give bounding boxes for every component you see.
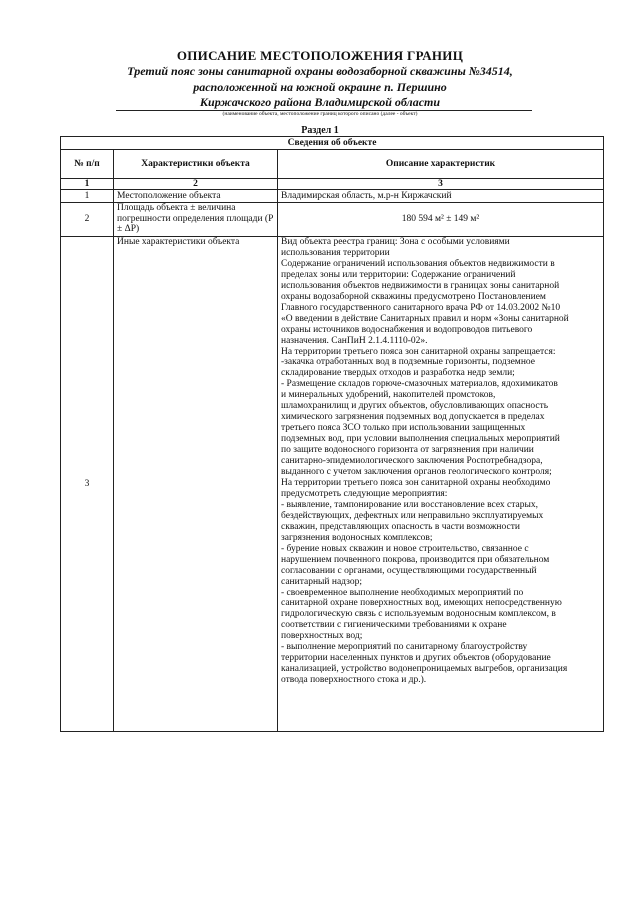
description-line: шламохранилищ и других объектов, обусловливающих опасность [281,401,549,412]
description-line: - своевременное выполнение необходимых мероприятий по [281,587,524,598]
object-caption: (наименование объекта, местоположение границ которого описано (далее - объект) [222,111,418,117]
description-line: Содержание ограничений использования объектов недвижимости в [281,258,555,269]
description-line: третьего пояса ЗСО только при использовании защищенных [281,423,526,434]
description-line: «О введении в действие Санитарных правил и норм «Зоны санитарной [281,313,569,324]
description-line: использования объектов недвижимости в границах зоны санитарной [281,280,560,291]
row-characteristic: Местоположение объекта [114,190,278,203]
description-line: предусмотреть следующие мероприятия: [281,488,448,499]
description-line: - выявление, тампонирование или восстановление всех старых, [281,499,539,510]
description-line: скважин, представляющих опасность в части возможности [281,521,520,532]
description-line: санитарной охране поверхностных вод, имеющих непосредственную [281,598,562,609]
document-title: ОПИСАНИЕ МЕСТОПОЛОЖЕНИЯ ГРАНИЦ [176,48,464,63]
description-line: гидрологическую связь с используемым водоносным комплексом, в [281,609,556,620]
description-line: территории населенных пунктов и других объектов (оборудование [281,653,551,664]
description-line: загрязнения водоносных комплексов; [281,532,433,543]
description-line: Вид объекта реестра границ: Зона с особыми условиями [281,237,510,247]
description-line: канализацией, устройство водонепроницаемых выгребов, организация [281,664,568,675]
description-line: На территории третьего пояса зон санитарной охраны необходимо [281,477,551,488]
row-number: 1 [61,190,114,203]
description-line: складирование твердых отходов и разработка недр земли; [281,368,515,379]
column-number: 1 [61,179,114,190]
description-line: На территории третьего пояса зон санитарной охраны запрещается: [281,346,556,357]
column-header-description: Описание характеристик [278,150,604,179]
description-line: по защите водоносного горизонта от загрязнения при наличии [281,445,534,456]
column-number: 2 [114,179,278,190]
description-line: отвода поверхностного стока и др.). [281,675,427,686]
description-line: санитарный надзор; [281,576,362,587]
column-header-characteristic: Характеристики объекта [114,150,278,179]
description-line: охраны водозаборной скважины предусмотрено Постановлением [281,291,546,302]
description-line: подземных вод, при условии выполнения специальных мероприятий [281,434,560,445]
row-number: 2 [61,203,114,237]
description-line: и минеральных удобрений, накопителей промстоков, [281,390,496,401]
column-header-number: № п/п [61,150,114,179]
description-line: соответствии с гигиеническими требованиями к охране [281,620,507,631]
description-line: - Размещение складов горюче-смазочных материалов, ядохимикатов [281,379,558,390]
section-label: Раздел 1 [301,125,339,136]
object-info-table [60,136,604,732]
description-line: санитарно-эпидемиологического заключения Роспотребнадзора, [281,456,543,467]
subtitle-line: Третий пояс зоны санитарной охраны водозаборной скважины №34514, [127,64,513,78]
row-characteristic: Площадь объекта ± величина погрешности определения площади (P ± ΔP) [114,203,278,237]
description-line: - выполнение мероприятий по санитарному благоустройству [281,642,528,653]
table-row [61,203,604,237]
subtitle-line: расположенной на южной окраине п. Першино [193,79,447,94]
description-line: поверхностных вод; [281,631,363,642]
description-line: согласовании с органами, осуществляющими государственный [281,565,537,576]
description-line: выданного с учетом заключения органов геологического контроля; [281,467,552,478]
description-line: Главного государственного санитарного врача РФ от 14.03.2002 №10 [281,302,561,313]
table-row [61,190,604,203]
description-line: назначения. СанПиН 2.1.4.1110-02». [281,335,428,346]
description-line: -закачка отработанных вод в подземные горизонты, подземное [281,357,535,368]
document-subtitle [0,64,640,111]
row-description: 180 594 м² ± 149 м² [278,203,604,237]
row-description: Владимирская область, м.р-н Киржачский [278,190,604,203]
table-row [61,237,604,732]
section-heading: Сведения об объекте [61,137,604,150]
description-line: охраны источников водоснабжения и водопроводов питьевого [281,324,533,335]
column-number: 3 [278,179,604,190]
description-line: - бурение новых скважин и новое строительство, связанное с [281,543,529,554]
description-line: пределах зоны или территории: Содержание ограничений [281,269,516,280]
description-line: бездействующих, дефектных или неправильно эксплуатируемых [281,510,544,521]
row-description [278,237,604,732]
description-line: использования территории [281,247,390,258]
row-characteristic: Иные характеристики объекта [114,237,278,732]
subtitle-line: Киржачского района Владимирской области [199,95,441,109]
description-line: химического загрязнения подземных вод допускается в пределах [281,412,545,423]
row-number: 3 [61,237,114,732]
description-line: нарушением почвенного покрова, производится при обязательном [281,554,550,565]
